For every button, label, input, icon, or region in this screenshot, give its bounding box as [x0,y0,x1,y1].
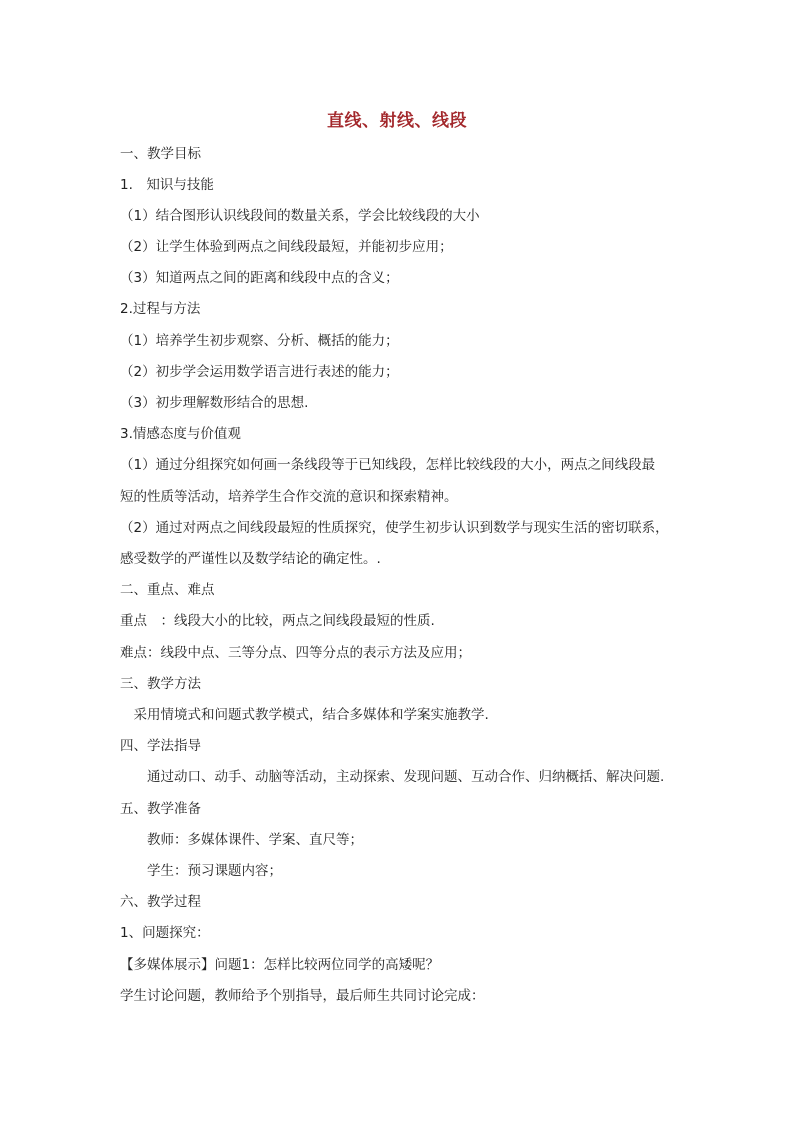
heading-study-guidance: 四、学法指导 [120,738,201,754]
text-line: 学生讨论问题，教师给予个别指导，最后师生共同讨论完成： [120,988,485,1004]
heading-teaching-preparation: 五、教学准备 [120,801,201,817]
heading-teaching-goals: 一、教学目标 [120,146,201,162]
subheading-knowledge-skills: 1. 知识与技能 [120,177,214,193]
text-line: （2）让学生体验到两点之间线段最短，并能初步应用； [120,239,453,255]
text-line: 教师：多媒体课件、学案、直尺等； [120,832,363,848]
subheading-attitudes-values: 3.情感态度与价值观 [120,426,241,442]
page-title: 直线、射线、线段 [327,111,467,131]
text-line: 感受数学的严谨性以及数学结论的确定性。. [120,551,381,567]
text-line: （1）培养学生初步观察、分析、概括的能力； [120,333,399,349]
text-line: （1）通过分组探究如何画一条线段等于已知线段，怎样比较线段的大小，两点之间线段最 [120,457,656,473]
text-line: 通过动口、动手、动脑等活动，主动探索、发现问题、互动合作、归纳概括、解决问题. [120,769,665,785]
heading-teaching-process: 六、教学过程 [120,894,201,910]
text-line: （2）初步学会运用数学语言进行表述的能力； [120,364,399,380]
text-line: 难点：线段中点、三等分点、四等分点的表示方法及应用； [120,645,471,661]
subheading-problem-exploration: 1、问题探究： [120,925,210,941]
text-line: 采用情境式和问题式教学模式，结合多媒体和学案实施教学. [120,707,489,723]
text-line: （3）知道两点之间的距离和线段中点的含义； [120,270,399,286]
heading-key-difficult-points: 二、重点、难点 [120,582,215,598]
text-line: 短的性质等活动，培养学生合作交流的意识和探索精神。 [120,489,458,505]
text-line: 【多媒体展示】问题1：怎样比较两位同学的高矮呢？ [120,957,440,973]
text-line: 学生：预习课题内容； [120,863,282,879]
text-line: 重点 ：线段大小的比较，两点之间线段最短的性质. [120,613,435,629]
heading-teaching-methods: 三、教学方法 [120,676,201,692]
text-line: （3）初步理解数形结合的思想. [120,395,309,411]
text-line: （1）结合图形认识线段间的数量关系，学会比较线段的大小 [120,208,480,224]
text-line: （2）通过对两点之间线段最短的性质探究，使学生初步认识到数学与现实生活的密切联系， [120,520,669,536]
subheading-process-methods: 2.过程与方法 [120,301,201,317]
